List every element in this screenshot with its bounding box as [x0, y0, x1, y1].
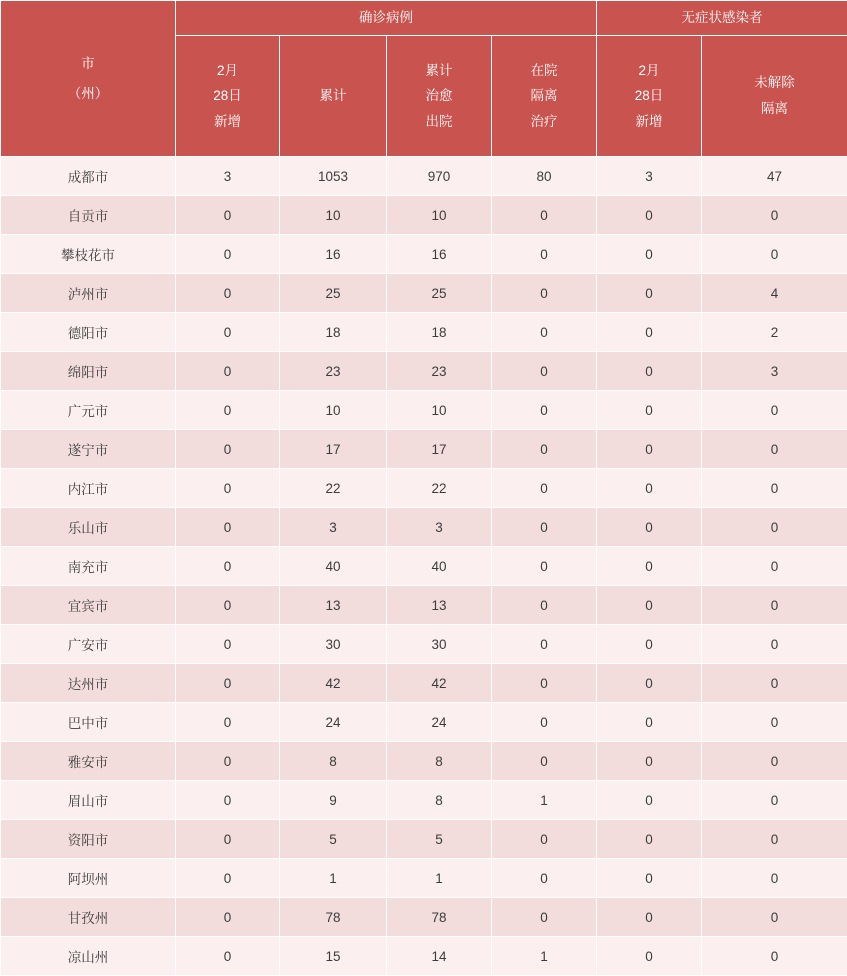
cell-city: 甘孜州 [1, 898, 176, 937]
cell-total: 8 [280, 742, 387, 781]
table-row [1, 547, 847, 586]
cell-cured: 13 [387, 586, 492, 625]
cell-asym-new-feb28: 0 [597, 664, 702, 703]
column-header-new-feb28-line-1: 2月 [178, 58, 277, 84]
cell-city: 南充市 [1, 547, 176, 586]
cell-asym-new-feb28: 0 [597, 352, 702, 391]
cell-total: 1053 [280, 157, 387, 196]
cell-asym-new-feb28: 0 [597, 196, 702, 235]
cell-in-hospital: 0 [492, 430, 597, 469]
cell-new-feb28: 0 [176, 235, 280, 274]
cell-asym-not-released: 0 [702, 742, 847, 781]
cell-cured: 18 [387, 313, 492, 352]
cell-in-hospital: 0 [492, 820, 597, 859]
table-row [1, 352, 847, 391]
cell-in-hospital: 0 [492, 235, 597, 274]
cell-city: 广元市 [1, 391, 176, 430]
cell-in-hospital: 1 [492, 781, 597, 820]
cell-asym-new-feb28: 0 [597, 742, 702, 781]
table-row [1, 898, 847, 937]
cell-total: 40 [280, 547, 387, 586]
cell-in-hospital: 0 [492, 469, 597, 508]
table-row [1, 391, 847, 430]
cell-asym-not-released: 0 [702, 703, 847, 742]
cell-cured: 8 [387, 742, 492, 781]
cell-in-hospital: 0 [492, 586, 597, 625]
column-header-city [1, 1, 176, 157]
city-header-line-2: （州） [3, 79, 173, 109]
cell-total: 16 [280, 235, 387, 274]
table-row [1, 703, 847, 742]
cell-asym-not-released: 47 [702, 157, 847, 196]
cell-asym-not-released: 0 [702, 586, 847, 625]
table-row [1, 937, 847, 976]
column-header-asym-new-feb28 [597, 36, 702, 157]
cell-asym-not-released: 0 [702, 508, 847, 547]
cell-city: 眉山市 [1, 781, 176, 820]
cell-asym-not-released: 0 [702, 937, 847, 976]
cell-city: 巴中市 [1, 703, 176, 742]
cell-total: 25 [280, 274, 387, 313]
cell-asym-not-released: 0 [702, 391, 847, 430]
cell-cured: 5 [387, 820, 492, 859]
cell-asym-not-released: 2 [702, 313, 847, 352]
cell-total: 13 [280, 586, 387, 625]
table-row [1, 469, 847, 508]
cell-total: 1 [280, 859, 387, 898]
cell-total: 18 [280, 313, 387, 352]
cell-new-feb28: 0 [176, 664, 280, 703]
cell-asym-not-released: 0 [702, 664, 847, 703]
cell-asym-new-feb28: 3 [597, 157, 702, 196]
cell-asym-new-feb28: 0 [597, 430, 702, 469]
cell-cured: 23 [387, 352, 492, 391]
cell-asym-new-feb28: 0 [597, 820, 702, 859]
cell-cured: 14 [387, 937, 492, 976]
cell-cured: 970 [387, 157, 492, 196]
cell-city: 雅安市 [1, 742, 176, 781]
cell-cured: 3 [387, 508, 492, 547]
cell-asym-new-feb28: 0 [597, 391, 702, 430]
cell-new-feb28: 0 [176, 742, 280, 781]
column-header-asym-not-released-line-2: 隔离 [704, 96, 845, 122]
table-row [1, 859, 847, 898]
cell-cured: 78 [387, 898, 492, 937]
cell-asym-not-released: 0 [702, 898, 847, 937]
cell-city: 绵阳市 [1, 352, 176, 391]
cell-new-feb28: 0 [176, 430, 280, 469]
column-header-new-feb28 [176, 36, 280, 157]
cell-city: 宜宾市 [1, 586, 176, 625]
cell-total: 9 [280, 781, 387, 820]
cell-cured: 8 [387, 781, 492, 820]
cell-cured: 1 [387, 859, 492, 898]
column-header-cured-line-1: 累计 [389, 58, 489, 84]
table-row [1, 781, 847, 820]
cell-asym-not-released: 3 [702, 352, 847, 391]
cell-cured: 24 [387, 703, 492, 742]
cell-asym-not-released: 4 [702, 274, 847, 313]
column-group-confirmed-cases: 确诊病例 [176, 1, 597, 36]
cell-total: 78 [280, 898, 387, 937]
table-body [1, 157, 847, 976]
cell-city: 攀枝花市 [1, 235, 176, 274]
cell-in-hospital: 0 [492, 703, 597, 742]
cell-asym-new-feb28: 0 [597, 313, 702, 352]
cell-total: 10 [280, 391, 387, 430]
table-header-group-row [1, 1, 847, 36]
cell-city: 内江市 [1, 469, 176, 508]
cell-total: 17 [280, 430, 387, 469]
cell-new-feb28: 0 [176, 625, 280, 664]
cell-cured: 17 [387, 430, 492, 469]
cell-city: 乐山市 [1, 508, 176, 547]
cell-new-feb28: 0 [176, 937, 280, 976]
cell-asym-new-feb28: 0 [597, 508, 702, 547]
cell-total: 24 [280, 703, 387, 742]
cell-new-feb28: 0 [176, 352, 280, 391]
cell-asym-new-feb28: 0 [597, 586, 702, 625]
cell-new-feb28: 0 [176, 586, 280, 625]
cell-in-hospital: 0 [492, 391, 597, 430]
cell-asym-new-feb28: 0 [597, 274, 702, 313]
cell-asym-new-feb28: 0 [597, 898, 702, 937]
cell-new-feb28: 0 [176, 391, 280, 430]
cell-asym-new-feb28: 0 [597, 469, 702, 508]
cell-asym-new-feb28: 0 [597, 781, 702, 820]
cell-city: 自贡市 [1, 196, 176, 235]
cell-new-feb28: 0 [176, 274, 280, 313]
cell-asym-new-feb28: 0 [597, 937, 702, 976]
cell-new-feb28: 0 [176, 547, 280, 586]
column-header-cured-discharged [387, 36, 492, 157]
cell-city: 遂宁市 [1, 430, 176, 469]
table-row [1, 586, 847, 625]
cell-cured: 30 [387, 625, 492, 664]
table-row [1, 430, 847, 469]
table-row [1, 508, 847, 547]
cell-in-hospital: 80 [492, 157, 597, 196]
cell-new-feb28: 0 [176, 820, 280, 859]
cell-asym-not-released: 0 [702, 625, 847, 664]
table-row [1, 157, 847, 196]
cell-in-hospital: 0 [492, 664, 597, 703]
cell-new-feb28: 0 [176, 313, 280, 352]
cell-city: 成都市 [1, 157, 176, 196]
cell-new-feb28: 0 [176, 781, 280, 820]
column-header-asym-new-line-2: 28日 [599, 83, 699, 109]
cell-asym-new-feb28: 0 [597, 625, 702, 664]
column-header-cured-line-3: 出院 [389, 109, 489, 135]
cell-in-hospital: 0 [492, 508, 597, 547]
cell-in-hospital: 0 [492, 196, 597, 235]
cell-new-feb28: 0 [176, 196, 280, 235]
cell-in-hospital: 0 [492, 742, 597, 781]
column-header-cured-line-2: 治愈 [389, 83, 489, 109]
cell-asym-not-released: 0 [702, 235, 847, 274]
cell-new-feb28: 0 [176, 469, 280, 508]
column-header-asym-new-line-3: 新增 [599, 109, 699, 135]
table-row [1, 274, 847, 313]
column-header-in-hospital-line-3: 治疗 [494, 109, 594, 135]
cell-asym-not-released: 0 [702, 859, 847, 898]
cell-cured: 42 [387, 664, 492, 703]
table-row [1, 313, 847, 352]
cell-in-hospital: 0 [492, 625, 597, 664]
cell-in-hospital: 0 [492, 274, 597, 313]
cell-new-feb28: 3 [176, 157, 280, 196]
cell-city: 广安市 [1, 625, 176, 664]
table-row [1, 625, 847, 664]
table-header [1, 1, 847, 157]
column-header-new-feb28-line-2: 28日 [178, 83, 277, 109]
cell-new-feb28: 0 [176, 508, 280, 547]
cell-cured: 16 [387, 235, 492, 274]
cell-city: 达州市 [1, 664, 176, 703]
cell-asym-not-released: 0 [702, 781, 847, 820]
cell-asym-new-feb28: 0 [597, 703, 702, 742]
column-header-new-feb28-line-3: 新增 [178, 109, 277, 135]
cell-in-hospital: 0 [492, 547, 597, 586]
cell-city: 资阳市 [1, 820, 176, 859]
table-row [1, 235, 847, 274]
cell-asym-not-released: 0 [702, 469, 847, 508]
cell-total: 22 [280, 469, 387, 508]
cell-total: 15 [280, 937, 387, 976]
cell-in-hospital: 0 [492, 352, 597, 391]
cell-city: 凉山州 [1, 937, 176, 976]
cell-in-hospital: 1 [492, 937, 597, 976]
cell-cured: 25 [387, 274, 492, 313]
city-header-line-1: 市 [3, 49, 173, 79]
column-header-total-line-1: 累计 [282, 83, 384, 109]
cell-asym-new-feb28: 0 [597, 859, 702, 898]
column-header-asym-not-released [702, 36, 847, 157]
table-row [1, 196, 847, 235]
cell-asym-new-feb28: 0 [597, 547, 702, 586]
cell-asym-not-released: 0 [702, 196, 847, 235]
cell-cured: 10 [387, 391, 492, 430]
cell-in-hospital: 0 [492, 898, 597, 937]
cell-city: 泸州市 [1, 274, 176, 313]
cell-total: 23 [280, 352, 387, 391]
column-header-in-hospital [492, 36, 597, 157]
column-header-in-hospital-line-1: 在院 [494, 58, 594, 84]
cell-in-hospital: 0 [492, 313, 597, 352]
cell-new-feb28: 0 [176, 898, 280, 937]
cell-asym-new-feb28: 0 [597, 235, 702, 274]
cell-new-feb28: 0 [176, 703, 280, 742]
cell-asym-not-released: 0 [702, 820, 847, 859]
cell-total: 10 [280, 196, 387, 235]
cell-city: 阿坝州 [1, 859, 176, 898]
column-header-asym-not-released-line-1: 未解除 [704, 70, 845, 96]
table-row [1, 664, 847, 703]
column-header-in-hospital-line-2: 隔离 [494, 83, 594, 109]
cell-total: 30 [280, 625, 387, 664]
table-row [1, 820, 847, 859]
column-group-asymptomatic: 无症状感染者 [597, 1, 847, 36]
cell-cured: 22 [387, 469, 492, 508]
cell-cured: 40 [387, 547, 492, 586]
cell-asym-not-released: 0 [702, 547, 847, 586]
column-header-asym-new-line-1: 2月 [599, 58, 699, 84]
cell-total: 42 [280, 664, 387, 703]
cell-asym-not-released: 0 [702, 430, 847, 469]
cell-in-hospital: 0 [492, 859, 597, 898]
column-header-total [280, 36, 387, 157]
table-row [1, 742, 847, 781]
cell-city: 德阳市 [1, 313, 176, 352]
cell-total: 5 [280, 820, 387, 859]
cell-cured: 10 [387, 196, 492, 235]
cell-total: 3 [280, 508, 387, 547]
cell-new-feb28: 0 [176, 859, 280, 898]
